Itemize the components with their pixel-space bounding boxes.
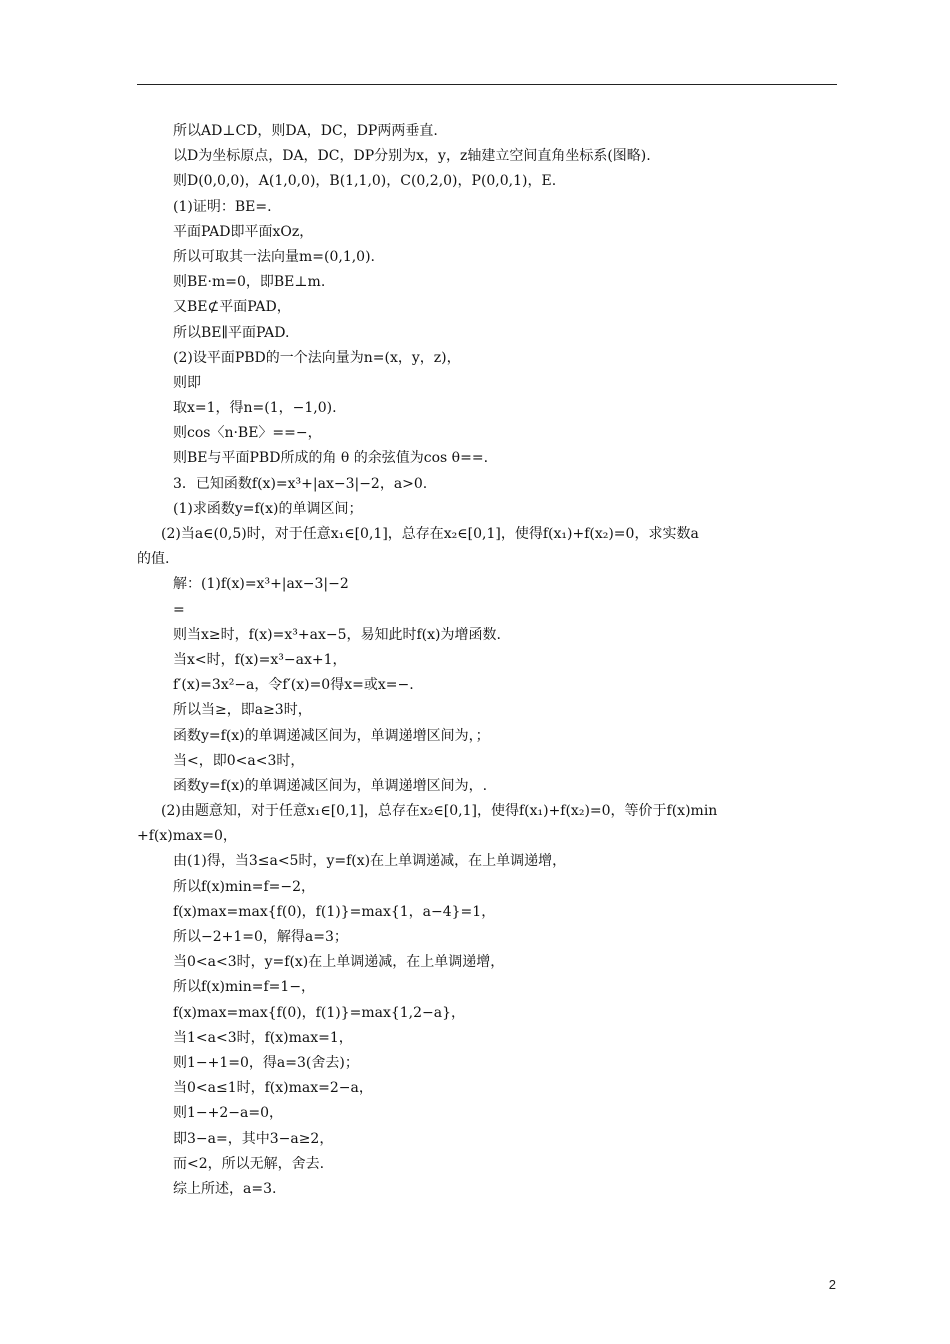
text-line: (1)证明：BE=. xyxy=(173,198,272,215)
text-line: 当1<a<3时，f(x)max=1， xyxy=(173,1029,353,1046)
text-line: (2)当a∈(0,5)时，对于任意x₁∈[0,1]，总存在x₂∈[0,1]，使得f(x₁)+f(x₂)=0，求实数a xyxy=(161,526,699,542)
text-line: 所以f(x)min=f=−2， xyxy=(173,878,316,895)
text-line: 则当x≥时，f(x)=x³+ax−5，易知此时f(x)为增函数. xyxy=(173,626,501,643)
text-line: 所以AD⊥CD，则DA，DC，DP两两垂直. xyxy=(173,123,438,139)
text-line: 所以f(x)min=f=1−， xyxy=(173,979,316,996)
text-line: 而<2，所以无解，舍去. xyxy=(173,1155,325,1172)
text-line: 取x=1，得n=(1，−1,0). xyxy=(173,400,337,417)
text-line: 由(1)得，当3≤a<5时，y=f(x)在上单调递减，在上单调递增， xyxy=(173,853,567,870)
text-line: 以D为坐标原点，DA，DC，DP分别为x，y，z轴建立空间直角坐标系(图略). xyxy=(173,148,651,165)
text-line: 综上所述，a=3. xyxy=(173,1180,277,1197)
text-line: (1)求函数y=f(x)的单调区间； xyxy=(173,500,363,517)
text-line: 所以BE∥平面PAD. xyxy=(173,324,290,341)
text-line: 的值. xyxy=(137,551,170,568)
text-line: +f(x)max=0， xyxy=(137,828,237,845)
text-line: 又BE⊄平面PAD， xyxy=(173,299,291,316)
text-line: = xyxy=(173,601,185,618)
text-line: f(x)max=max{f(0)，f(1)}=max{1，a−4}=1， xyxy=(173,903,496,920)
text-line: f(x)max=max{f(0)，f(1)}=max{1,2−a}， xyxy=(173,1004,466,1021)
text-line: (2)由题意知，对于任意x₁∈[0,1]，总存在x₂∈[0,1]，使得f(x₁)+f(x₂)=0，等价于f(x)min xyxy=(161,803,718,820)
text-line: f′(x)=3x²−a，令f′(x)=0得x=或x=−. xyxy=(173,677,414,694)
text-line: 则1−+1=0，得a=3(舍去)； xyxy=(173,1054,359,1071)
text-line: 平面PAD即平面xOz， xyxy=(173,223,314,240)
text-line: 函数y=f(x)的单调递减区间为，单调递增区间为，； xyxy=(173,727,490,744)
text-line: 当0<a<3时，y=f(x)在上单调递减，在上单调递增， xyxy=(173,954,505,971)
text-line: 所以可取其一法向量m=(0,1,0). xyxy=(173,248,376,265)
text-line: 函数y=f(x)的单调递减区间为，单调递增区间为，. xyxy=(173,777,488,794)
text-line: (2)设平面PBD的一个法向量为n=(x，y，z)， xyxy=(173,349,461,366)
text-line: 当0<a≤1时，f(x)max=2−a， xyxy=(173,1080,373,1097)
page-number: 2 xyxy=(828,1277,836,1292)
text-line: 所以−2+1=0，解得a=3； xyxy=(173,929,348,945)
text-line: 解：(1)f(x)=x³+|ax−3|−2 xyxy=(173,576,349,593)
text-line: 3．已知函数f(x)=x³+|ax−3|−2，a>0. xyxy=(173,475,428,492)
text-line: 则cos〈n·BE〉==−， xyxy=(173,425,322,442)
text-line: 则BE·m=0，即BE⊥m. xyxy=(173,274,326,291)
text-line: 则D(0,0,0)，A(1,0,0)，B(1,1,0)，C(0,2,0)，P(0,0,1)，E. xyxy=(173,173,557,190)
document-body xyxy=(137,119,837,1202)
text-line: 则即 xyxy=(173,374,201,391)
text-line: 当<，即0<a<3时， xyxy=(173,752,305,769)
text-line: 即3−a=，其中3−a≥2， xyxy=(173,1130,334,1147)
text-line: 所以当≥，即a≥3时， xyxy=(173,702,312,719)
text-line: 则BE与平面PBD所成的角 θ 的余弦值为cos θ==. xyxy=(173,450,489,467)
text-line: 则1−+2−a=0， xyxy=(173,1105,283,1122)
text-line: 当x<时，f(x)=x³−ax+1， xyxy=(173,651,347,668)
header-rule xyxy=(137,84,837,85)
